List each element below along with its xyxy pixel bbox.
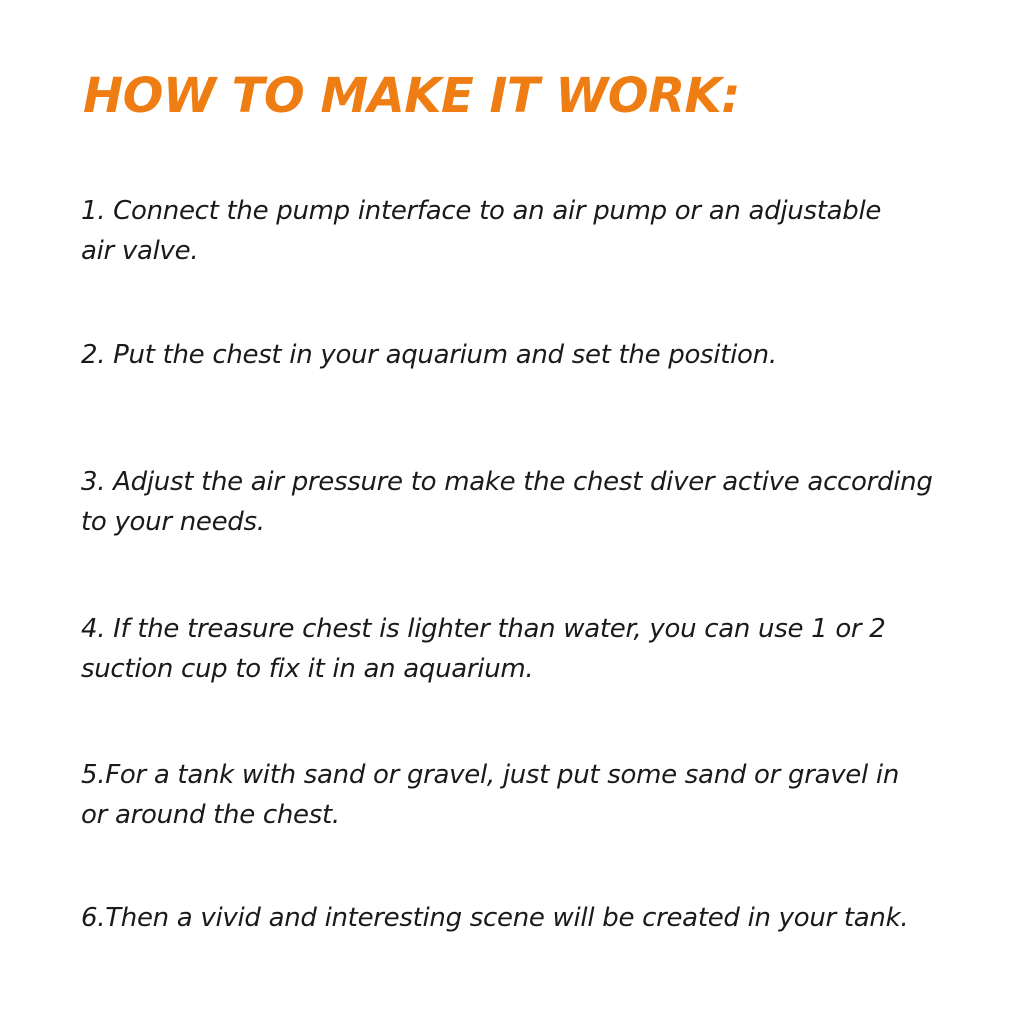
step-text-line: 6.Then a vivid and interesting scene will be created in your tank. <box>81 903 909 933</box>
instruction-step-3 <box>81 462 981 542</box>
step-text-line: 1. Connect the pump interface to an air pump or an adjustable <box>81 196 882 226</box>
step-text-line: 5.For a tank with sand or gravel, just put some sand or gravel in <box>81 760 899 790</box>
step-text-line: 2. Put the chest in your aquarium and set the position. <box>81 340 777 370</box>
step-text-line: air valve. <box>81 236 199 266</box>
page-title: HOW TO MAKE IT WORK: <box>83 68 740 124</box>
instruction-step-6 <box>81 898 981 938</box>
instruction-step-4 <box>81 609 981 689</box>
step-text-line: or around the chest. <box>81 800 340 830</box>
step-text-line: to your needs. <box>81 507 265 537</box>
step-text-line: 4. If the treasure chest is lighter than water, you can use 1 or 2 <box>81 614 886 644</box>
step-text-line: 3. Adjust the air pressure to make the chest diver active according <box>81 467 933 497</box>
instruction-step-1 <box>81 191 981 271</box>
instruction-step-5 <box>81 755 981 835</box>
step-text-line: suction cup to fix it in an aquarium. <box>81 654 534 684</box>
instruction-step-2 <box>81 335 981 375</box>
